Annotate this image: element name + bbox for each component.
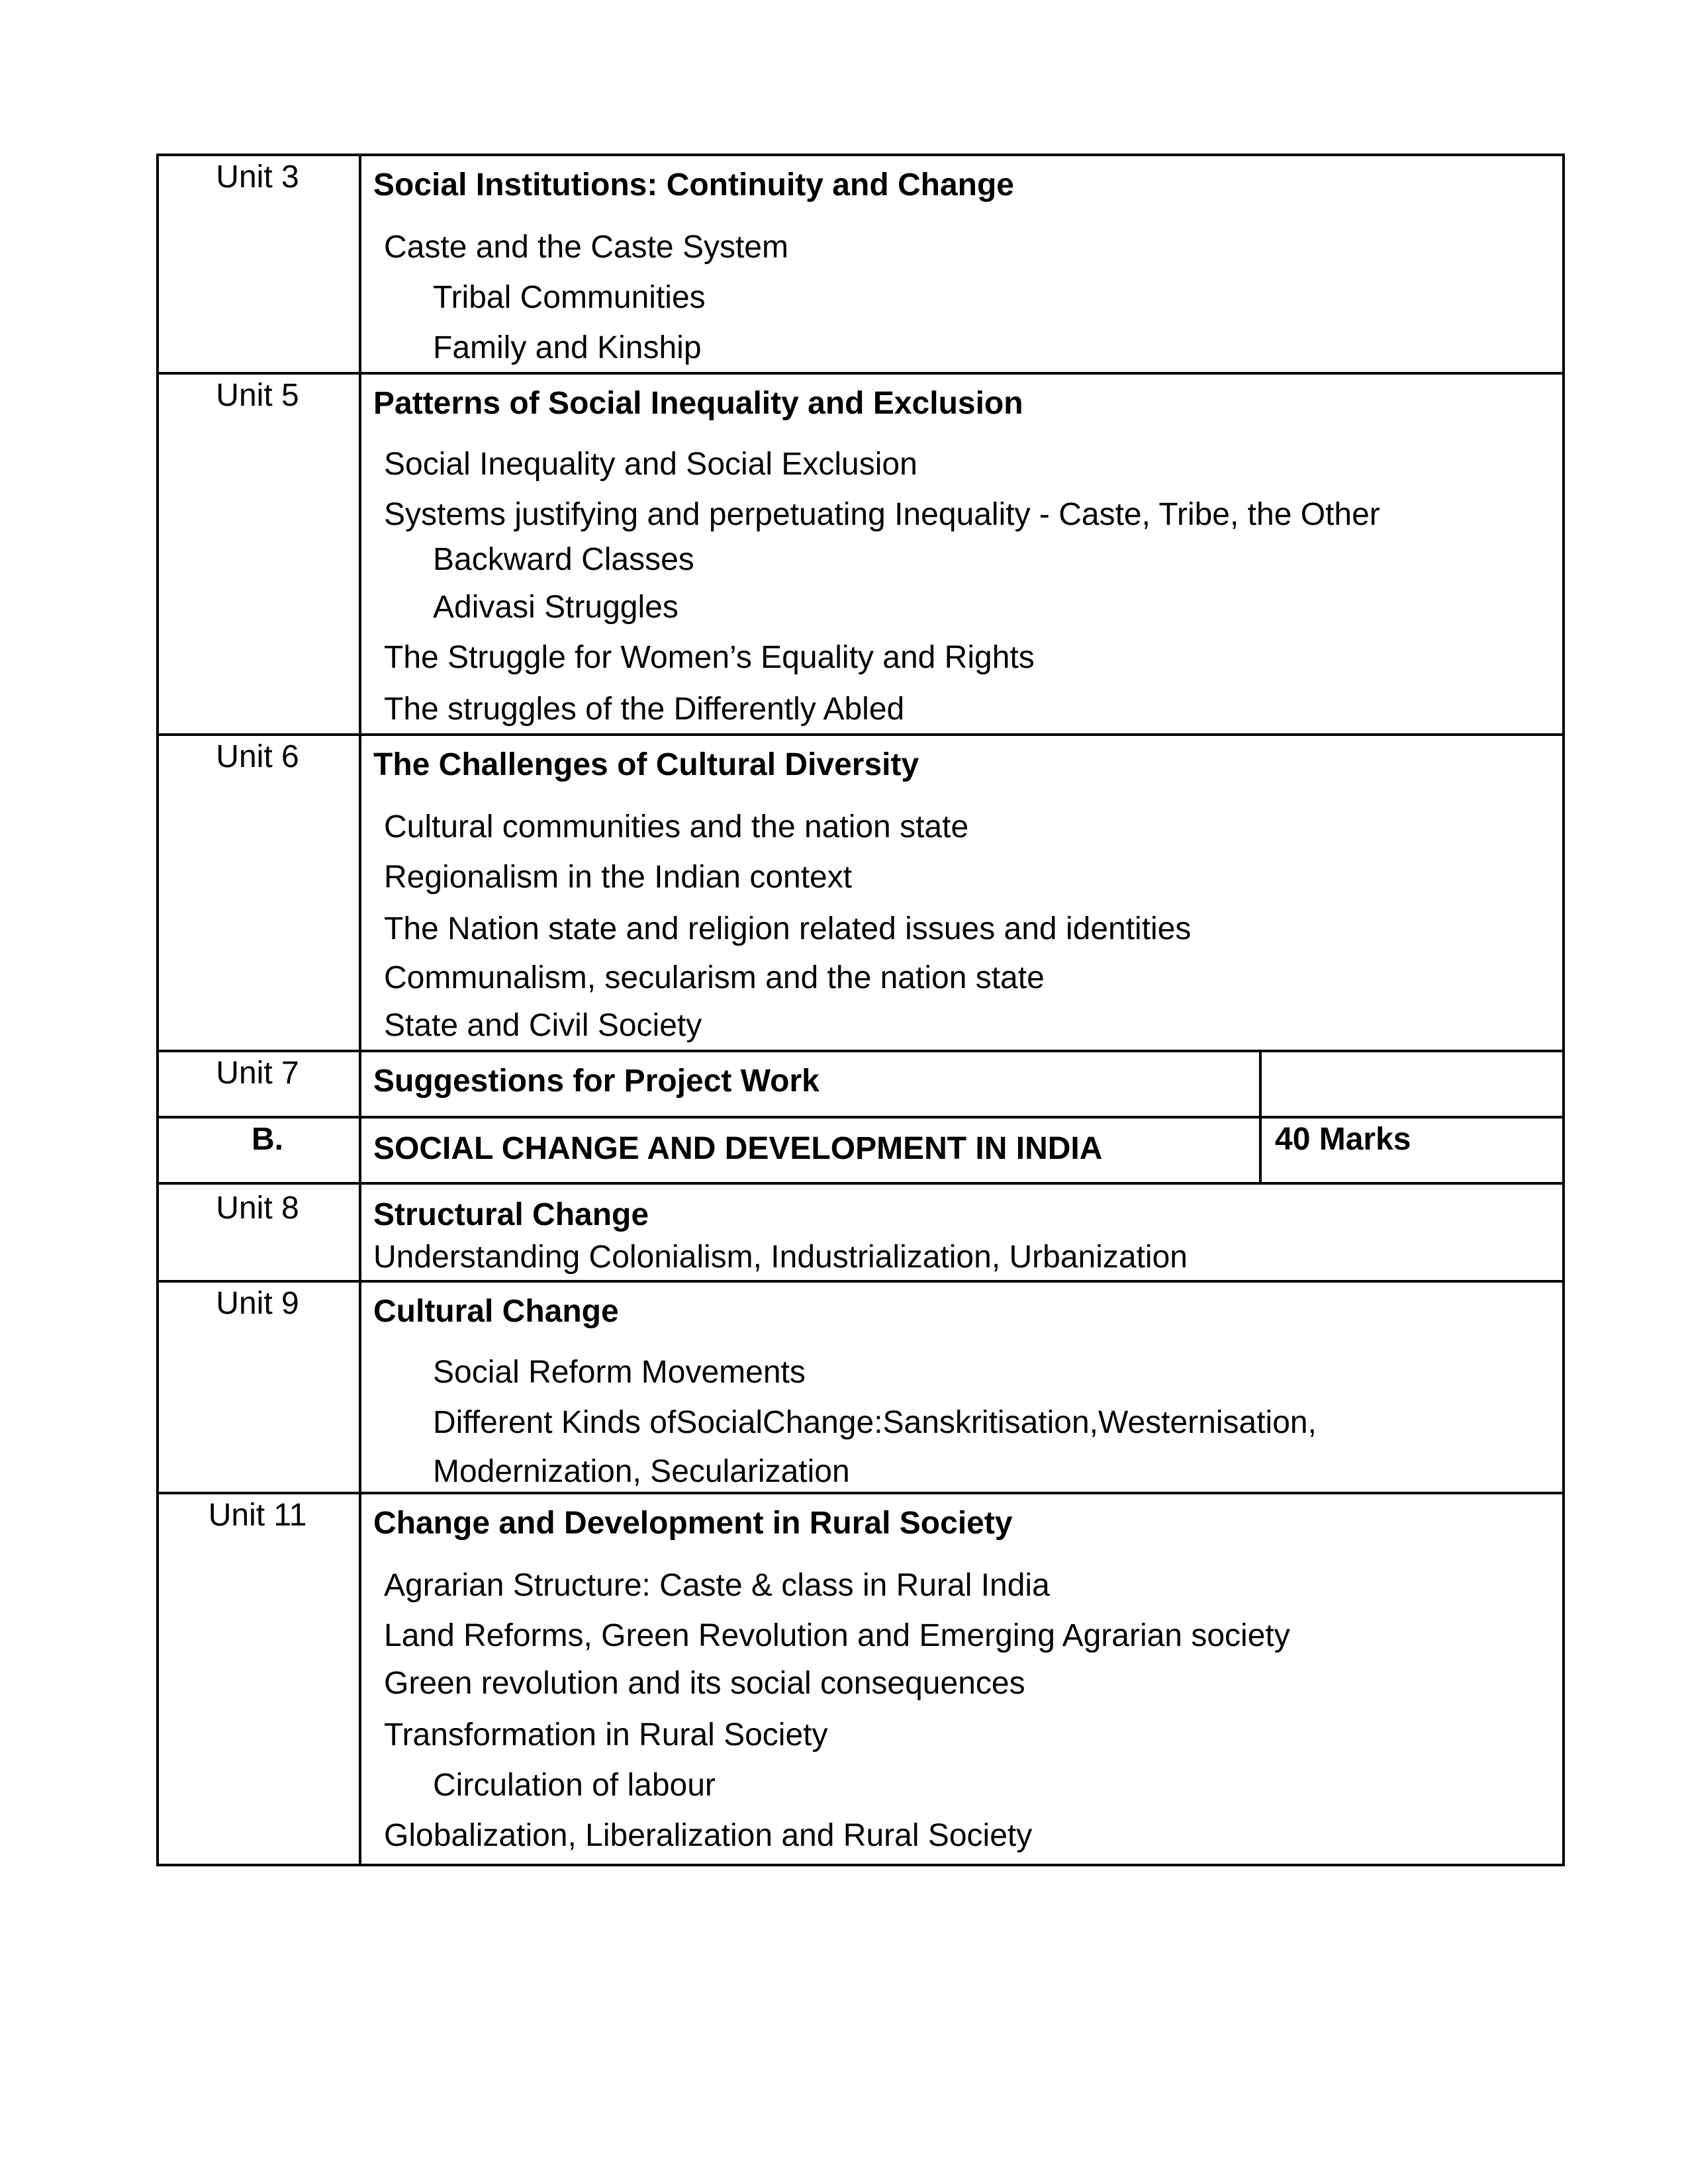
topic: Regionalism in the Indian context bbox=[384, 860, 853, 895]
unit-label: Unit 7 bbox=[216, 1056, 299, 1091]
unit-title: The Challenges of Cultural Diversity bbox=[373, 747, 919, 782]
unit-label: Unit 5 bbox=[216, 378, 299, 413]
table-column-divider bbox=[359, 154, 361, 1866]
topic: Globalization, Liberalization and Rural Society bbox=[384, 1818, 1033, 1853]
topic: Backward Classes bbox=[433, 542, 694, 577]
topic: Adivasi Struggles bbox=[433, 590, 679, 625]
topic: The struggles of the Differently Abled bbox=[384, 692, 905, 727]
row-divider bbox=[156, 1492, 1565, 1494]
unit-title: Change and Development in Rural Society bbox=[373, 1506, 1013, 1541]
row-divider bbox=[156, 733, 1565, 736]
unit-label: Unit 6 bbox=[216, 739, 299, 774]
topic: Understanding Colonialism, Industrialization, Urbanization bbox=[373, 1240, 1188, 1275]
topic: Transformation in Rural Society bbox=[384, 1717, 828, 1752]
row-divider bbox=[156, 372, 1565, 375]
table-border-bottom bbox=[156, 1864, 1565, 1866]
topic: Land Reforms, Green Revolution and Emerging Agrarian society bbox=[384, 1618, 1290, 1653]
row-divider bbox=[156, 1116, 1565, 1118]
section-title: SOCIAL CHANGE AND DEVELOPMENT IN INDIA bbox=[373, 1131, 1103, 1166]
topic: Social Inequality and Social Exclusion bbox=[384, 447, 917, 482]
table-border-top bbox=[156, 154, 1565, 156]
unit-label: Unit 9 bbox=[216, 1286, 299, 1321]
row-divider bbox=[156, 1182, 1565, 1185]
row-divider bbox=[156, 1280, 1565, 1283]
section-marks: 40 Marks bbox=[1275, 1122, 1411, 1157]
topic: Modernization, Secularization bbox=[433, 1454, 850, 1489]
section-label: B. bbox=[252, 1122, 283, 1157]
row-divider bbox=[156, 1050, 1565, 1052]
topic: Cultural communities and the nation state bbox=[384, 809, 969, 844]
table-border-right bbox=[1562, 154, 1565, 1866]
syllabus-table bbox=[156, 154, 1565, 1866]
topic: The Struggle for Women’s Equality and Rights bbox=[384, 640, 1035, 675]
unit-label: Unit 3 bbox=[216, 159, 299, 195]
unit-title: Suggestions for Project Work bbox=[373, 1064, 820, 1099]
unit-title: Structural Change bbox=[373, 1197, 649, 1232]
topic: Circulation of labour bbox=[433, 1768, 716, 1803]
unit-label: Unit 11 bbox=[208, 1498, 307, 1533]
unit-title: Patterns of Social Inequality and Exclusion bbox=[373, 386, 1023, 421]
topic: Social Reform Movements bbox=[433, 1355, 806, 1390]
topic: Green revolution and its social consequences bbox=[384, 1666, 1025, 1701]
topic: Agrarian Structure: Caste & class in Rural India bbox=[384, 1568, 1050, 1603]
topic: Systems justifying and perpetuating Inequality - Caste, Tribe, the Other bbox=[384, 497, 1380, 532]
topic: Caste and the Caste System bbox=[384, 230, 788, 265]
topic: State and Civil Society bbox=[384, 1008, 702, 1043]
topic: The Nation state and religion related issues and identities bbox=[384, 911, 1192, 946]
unit-label: Unit 8 bbox=[216, 1191, 299, 1226]
topic: Family and Kinship bbox=[433, 330, 702, 365]
unit-title: Cultural Change bbox=[373, 1294, 619, 1329]
topic: Communalism, secularism and the nation state bbox=[384, 960, 1045, 995]
topic: Tribal Communities bbox=[433, 280, 706, 315]
topic: Different Kinds ofSocialChange:Sanskritisation,Westernisation, bbox=[433, 1405, 1317, 1440]
unit-title: Social Institutions: Continuity and Change bbox=[373, 167, 1014, 203]
